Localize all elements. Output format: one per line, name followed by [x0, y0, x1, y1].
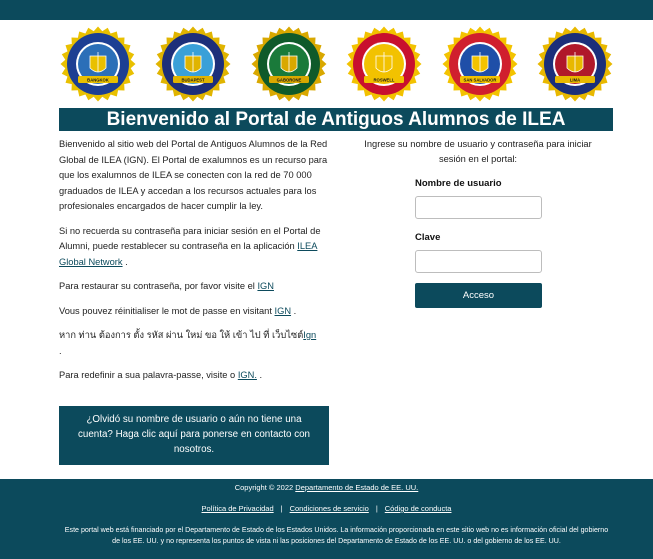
reset-paragraph-th: หาก ท่าน ต้องการ ตั้ง รหัส ผ่าน ใหม่ ขอ ให้ เข้า ไป ที่ เว็บไซต์Ign . [59, 330, 317, 356]
reset-paragraph-es: Si no recuerda su contraseña para iniciar sesión en el Portal de Alumni, puede restablecer su contraseña en la aplicación ILEA Global Network . [59, 225, 321, 267]
login-instructions: Ingrese su nombre de usuario y contraseña para iniciar sesión en el portal: [364, 139, 592, 164]
seal-label: BANGKOK [87, 77, 109, 83]
contact-us-button[interactable]: ¿Olvidó su nombre de usuario o aún no tiene una cuenta? Haga clic aquí para ponerse en contacto con nosotros. [59, 406, 329, 465]
password-input[interactable] [415, 250, 542, 273]
footer [0, 479, 653, 559]
footer-separator: | [375, 504, 378, 513]
seal-roswell-icon [346, 26, 422, 102]
ign-link-fr[interactable]: IGN [274, 305, 292, 316]
ign-link-pt[interactable]: IGN. [237, 370, 257, 380]
ign-link-th[interactable]: Ign [303, 330, 317, 340]
seal-label: LIMA [569, 77, 581, 83]
username-label: Nombre de usuario [415, 178, 502, 189]
code-of-conduct-link[interactable]: Código de conducta [384, 504, 452, 513]
login-form [353, 137, 603, 301]
copyright: Copyright © 2022 Departamento de Estado de EE. UU. [234, 483, 419, 492]
seal-label: ROSWELL [373, 77, 395, 83]
seal-label: BUDAPEST [181, 77, 205, 83]
state-department-link[interactable]: Departamento de Estado de EE. UU. [295, 483, 419, 492]
ign-link-es[interactable]: IGN [257, 281, 274, 291]
intro-paragraph: Bienvenido al sitio web del Portal de Antiguos Alumnos de la Red Global de ILEA (IGN). El Portal de exalumnos es un recurso para que los exalumnos de ILEA se conecten con la red de 70 000 graduados de ILEA y accedan a los recursos actuales para los profesionales encargados de hacer cumplir la ley. [59, 139, 328, 211]
username-input[interactable] [415, 196, 542, 219]
reset-paragraph-pt: Para redefinir a sua palavra-passe, visite o IGN. . [59, 370, 263, 380]
seal-budapest-icon [155, 26, 231, 102]
seal-gaborone-icon [251, 26, 327, 102]
ilea-global-network-link[interactable]: ILEA Global Network [59, 241, 318, 267]
top-bar [0, 0, 653, 20]
academy-seals [60, 24, 613, 104]
reset-paragraph-fr: Vous pouvez réinitialiser le mot de passe en visitant IGN . [59, 305, 297, 316]
login-button[interactable]: Acceso [415, 283, 542, 308]
terms-link[interactable]: Condiciones de servicio [289, 504, 369, 513]
seal-lima-icon [537, 26, 613, 102]
disclaimer: Este portal web está financiado por el Departamento de Estado de los Estados Unidos. La información proporcionada en este sitio web no es información oficial del gobierno de los EE. UU. y no representa los puntos de vista ni las posiciones del Departamento de Estado de los EE. UU. o del gobierno de los EE. UU. [64, 526, 609, 545]
page-title: Bienvenido al Portal de Antiguos Alumnos de ILEA [59, 108, 613, 131]
welcome-text [59, 137, 331, 393]
privacy-link[interactable]: Política de Privacidad [201, 504, 274, 513]
password-label: Clave [415, 232, 441, 243]
seal-label: SAN SALVADOR [463, 77, 497, 83]
footer-links [0, 504, 653, 513]
seal-bangkok-icon [60, 26, 136, 102]
restore-paragraph-es: Para restaurar su contraseña, por favor visite el IGN [59, 281, 274, 291]
seal-label: GABORONE [276, 77, 302, 83]
footer-separator: | [280, 504, 283, 513]
seal-san-salvador-icon [442, 26, 518, 102]
